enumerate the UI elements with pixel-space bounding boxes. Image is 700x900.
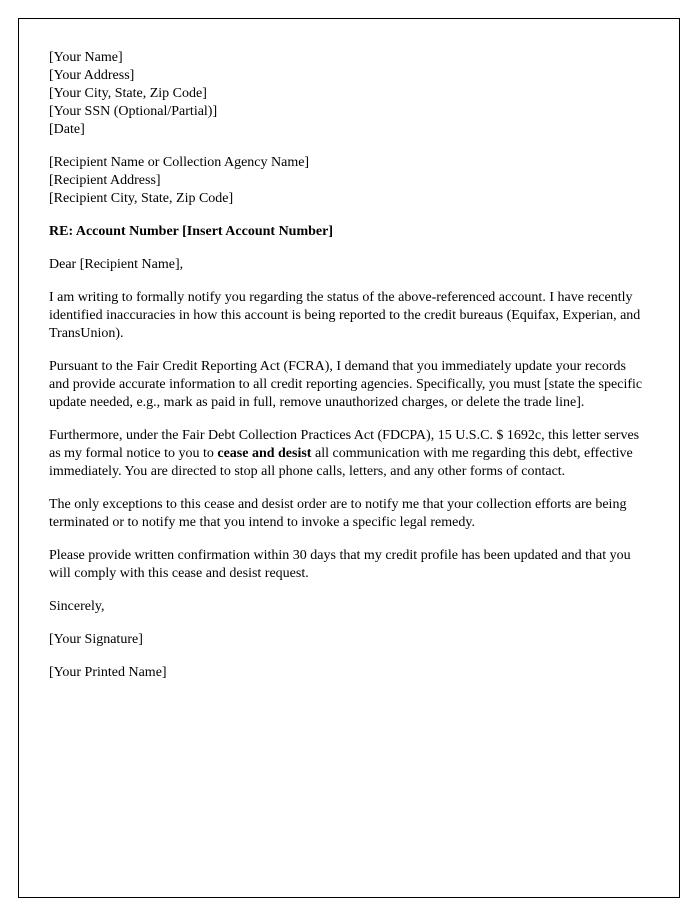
closing: Sincerely, bbox=[49, 599, 105, 614]
sender-name-line: [Your Name] bbox=[49, 50, 123, 65]
subject-line: RE: Account Number [Insert Account Number] bbox=[49, 224, 333, 239]
recipient-name-line: [Recipient Name or Collection Agency Name] bbox=[49, 155, 310, 170]
letter-page bbox=[18, 18, 680, 898]
date-line: [Date] bbox=[49, 122, 85, 137]
recipient-city-line: [Recipient City, State, Zip Code] bbox=[49, 191, 234, 206]
paragraph-fdcpa-text-after: all communication with me regarding this debt, effective immediately. You are directed to stop all phone calls, letters, and any other forms of contact. bbox=[49, 446, 633, 479]
sender-city-line: [Your City, State, Zip Code] bbox=[49, 86, 207, 101]
paragraph-fcra-demand: Pursuant to the Fair Credit Reporting Act (FCRA), I demand that you immediately update your records and provide accurate information to all credit reporting agencies. Specifically, you must [state the specific update needed, e.g., mark as paid in full, remove unauthorized charges, or delete the trade line]. bbox=[49, 359, 643, 410]
sender-ssn-line: [Your SSN (Optional/Partial)] bbox=[49, 104, 218, 119]
signature-placeholder: [Your Signature] bbox=[49, 632, 143, 647]
salutation: Dear [Recipient Name], bbox=[49, 257, 184, 272]
paragraph-intro: I am writing to formally notify you regarding the status of the above-referenced account. I have recently identified inaccuracies in how this account is being reported to the credit bureaus (Equifax, Experian, and TransUnion). bbox=[49, 290, 641, 341]
paragraph-confirmation-request: Please provide written confirmation within 30 days that my credit profile has been updated and that you will comply with this cease and desist request. bbox=[49, 548, 631, 581]
sender-address-line: [Your Address] bbox=[49, 68, 135, 83]
sender-address-block bbox=[49, 49, 649, 139]
cease-and-desist-emphasis: cease and desist bbox=[217, 446, 312, 461]
paragraph-exceptions: The only exceptions to this cease and desist order are to notify me that your collection efforts are being terminated or to notify me that you intend to invoke a specific legal remedy. bbox=[49, 497, 627, 530]
printed-name-placeholder: [Your Printed Name] bbox=[49, 665, 167, 680]
letter-body bbox=[49, 49, 649, 682]
recipient-address-line: [Recipient Address] bbox=[49, 173, 161, 188]
paragraph-fdcpa-cease bbox=[49, 427, 649, 481]
recipient-address-block bbox=[49, 154, 649, 208]
paragraph-fdcpa-text-before: Furthermore, under the Fair Debt Collection Practices Act (FDCPA), 15 U.S.C. $ 1692c, this letter serves as my formal notice to you to bbox=[49, 428, 640, 461]
